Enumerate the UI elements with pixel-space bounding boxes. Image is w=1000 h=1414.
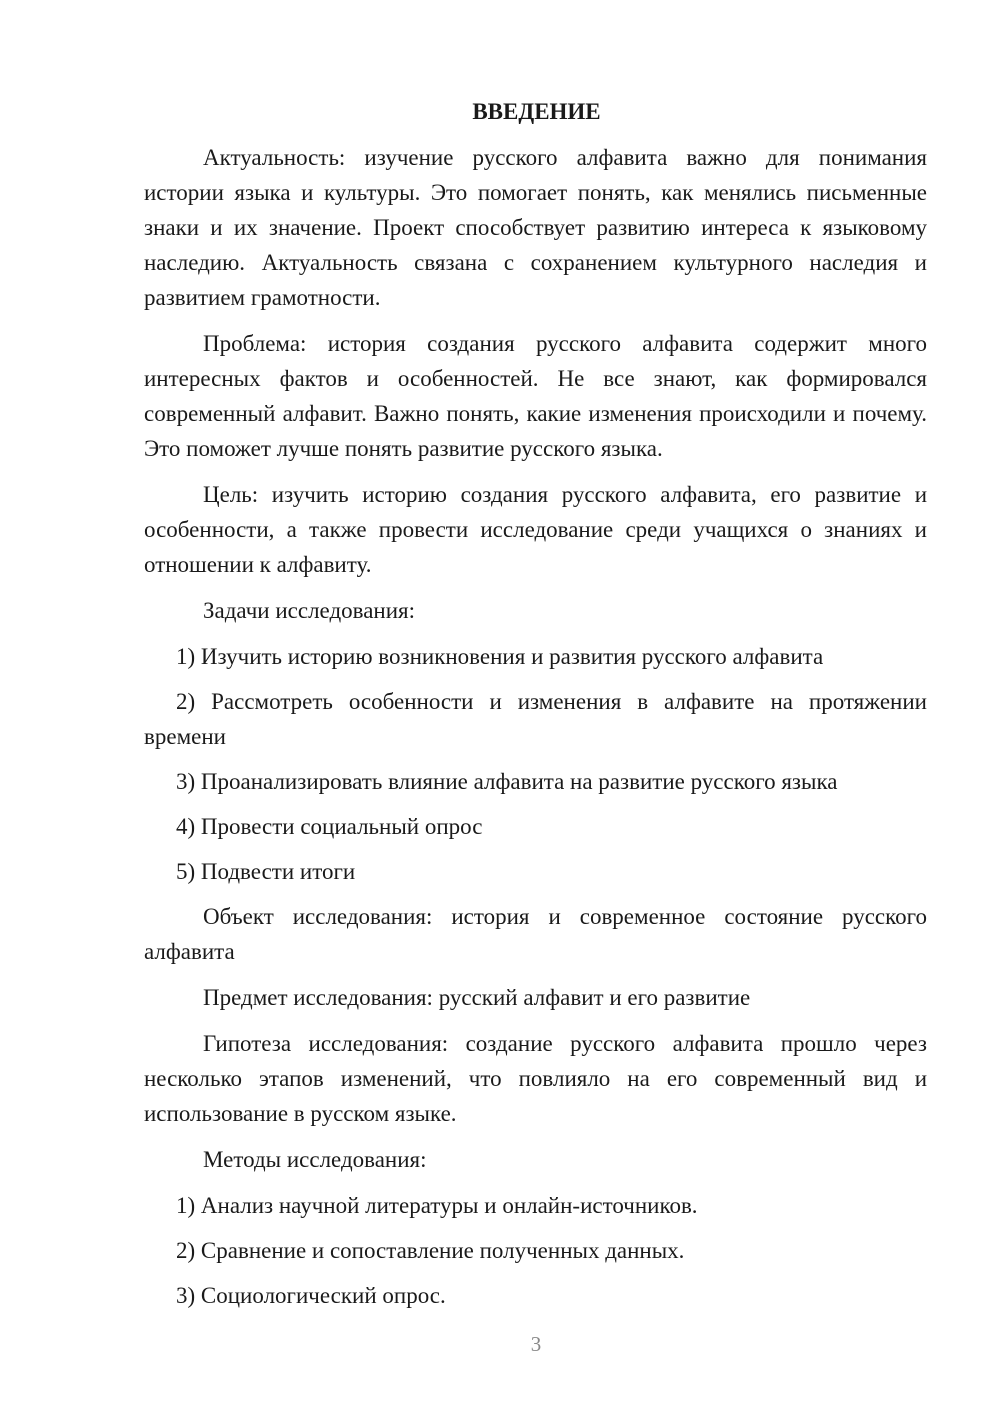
task-item: 2) Рассмотреть особенности и изменения в алфавите на протяжении времени [144, 689, 927, 749]
methods-heading: Методы исследования: [203, 1147, 427, 1172]
relevance-paragraph: Актуальность: изучение русского алфавита важно для понимания истории языка и культуры. Это помогает понять, как менялись письменные знаки и их значение. Проект способствует развитию интереса к языковому наследию. Актуальность связана с сохранением культурного наследия и развитием грамотности. [144, 145, 927, 310]
method-item: 3) Социологический опрос. [176, 1283, 446, 1308]
method-item: 2) Сравнение и сопоставление полученных данных. [176, 1238, 685, 1263]
hypothesis-paragraph: Гипотеза исследования: создание русского алфавита прошло через несколько этапов изменений, что повлияло на его современный вид и использование в русском языке. [144, 1031, 927, 1126]
section-title: ВВЕДЕНИЕ [472, 99, 601, 124]
task-item: 3) Проанализировать влияние алфавита на развитие русского языка [176, 769, 838, 794]
method-item: 1) Анализ научной литературы и онлайн-источников. [176, 1193, 698, 1218]
task-item: 4) Провести социальный опрос [176, 814, 483, 839]
problem-paragraph: Проблема: история создания русского алфавита содержит много интересных фактов и особенностей. Не все знают, как формировался современный алфавит. Важно понять, какие изменения происходили и почему. Это поможет лучше понять развитие русского языка. [144, 331, 927, 461]
task-item: 1) Изучить историю возникновения и развития русского алфавита [176, 644, 824, 669]
subject-paragraph: Предмет исследования: русский алфавит и его развитие [203, 985, 751, 1010]
task-item: 5) Подвести итоги [176, 859, 356, 884]
object-paragraph: Объект исследования: история и современное состояние русского алфавита [144, 904, 927, 964]
tasks-heading: Задачи исследования: [203, 598, 416, 623]
page-number: 3 [530, 1332, 542, 1356]
goal-paragraph: Цель: изучить историю создания русского алфавита, его развитие и особенности, а также провести исследование среди учащихся о знаниях и отношении к алфавиту. [144, 482, 927, 577]
document-page [144, 94, 927, 1323]
